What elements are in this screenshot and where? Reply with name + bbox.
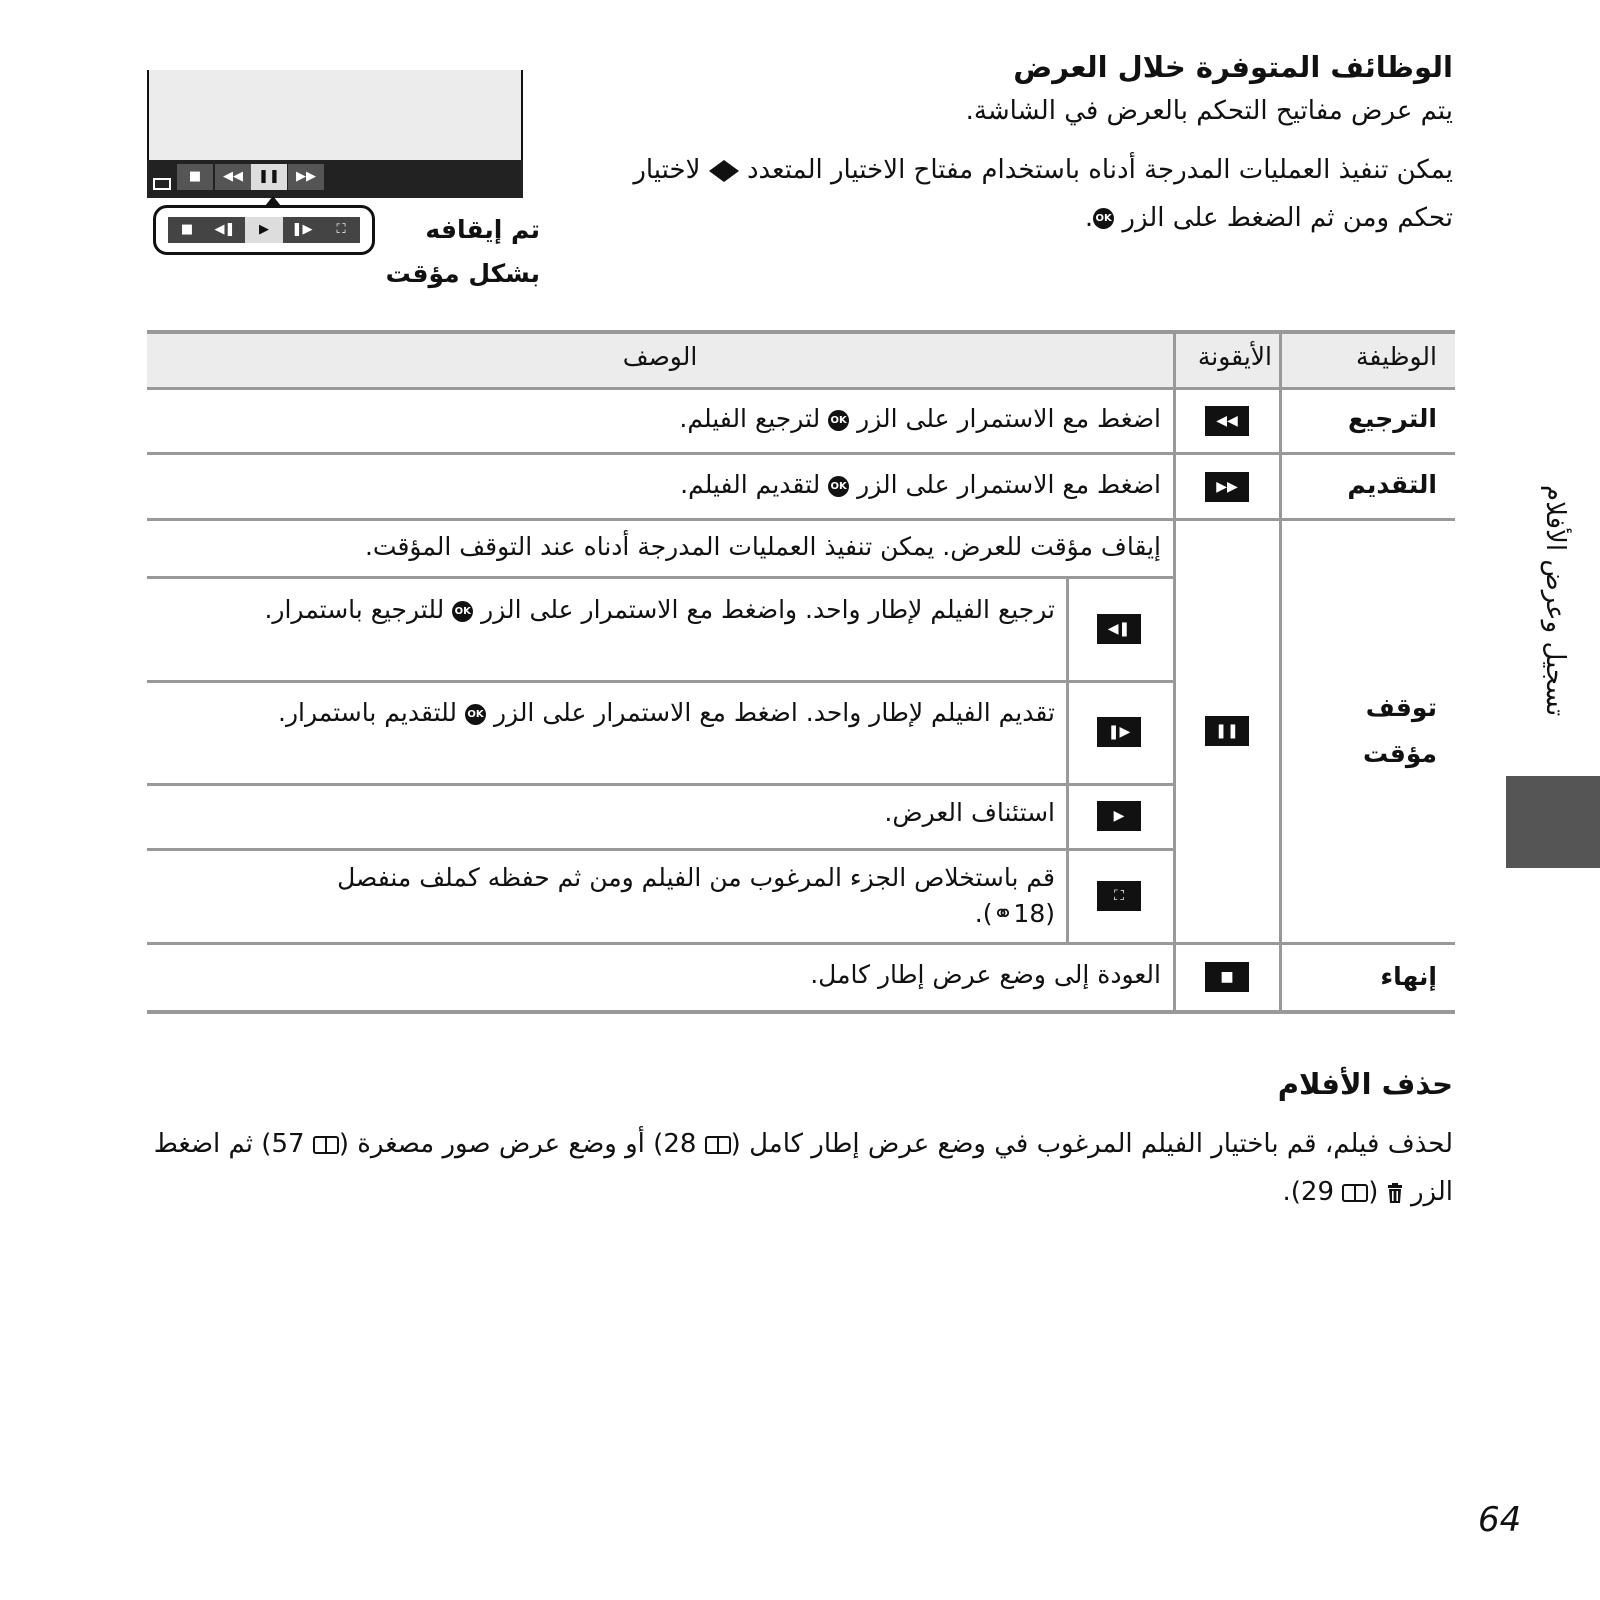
intro-line-2b: لاختيار تحكم ومن ثم الضغط على الزر [633, 155, 1453, 233]
pause-icon: ❚❚ [251, 164, 287, 190]
trash-icon [1387, 1183, 1403, 1203]
extract-ref-close: ). [974, 899, 993, 928]
rewind-icon: ◀◀ [1205, 406, 1249, 436]
divider [147, 576, 1175, 579]
advance-icon: ▶▶ [288, 164, 324, 190]
divider [147, 783, 1175, 786]
frame-advance-desc-b: للتقديم [384, 698, 458, 727]
divider [147, 1010, 1455, 1014]
frame-rewind-desc-a: ترجيع الفيلم لإطار واحد. واضغط مع الاستمرار على الزر [481, 595, 1055, 624]
playback-control-bar [147, 160, 523, 198]
deleting-ref-a: 28 [663, 1129, 697, 1159]
rewind-desc-b: لترجيع الفيلم. [679, 404, 821, 433]
edit-movie-icon: ⛶ [336, 222, 346, 237]
function-pause-line-1: توقف [1365, 693, 1437, 722]
deleting-text-b: ) أو وضع عرض صور مصغرة [357, 1129, 664, 1159]
paused-caption-line-1: تم إيقافه [425, 215, 540, 244]
frame-advance-desc-c: باستمرار. [278, 698, 377, 727]
deleting-title: حذف الأفلام [1277, 1067, 1453, 1101]
stop-icon: ■ [1205, 962, 1249, 992]
ok-button-icon: OK [828, 410, 849, 431]
book-icon [705, 1136, 731, 1154]
advance-icon: ▶▶ [1205, 472, 1249, 502]
multi-selector-icon [709, 146, 739, 194]
divider [147, 330, 1455, 334]
divider [1173, 330, 1176, 1014]
section-title: الوظائف المتوفرة خلال العرض [1013, 50, 1453, 84]
cross-reference-icon: ⚭ [992, 899, 1014, 928]
extract-desc-ref [147, 896, 1055, 932]
frame-advance-desc-a: تقديم الفيلم لإطار واحد. اضغط مع الاستمرار على الزر [493, 698, 1055, 727]
divider [147, 452, 1455, 455]
rewind-desc-a: اضغط مع الاستمرار على الزر [857, 404, 1161, 433]
ok-button-icon: OK [452, 601, 473, 622]
divider [147, 680, 1175, 683]
book-icon [1342, 1184, 1368, 1202]
rewind-description [147, 404, 1161, 433]
paused-caption-line-2: بشكل مؤقت [385, 259, 540, 288]
ok-button-icon: OK [1093, 208, 1114, 229]
chapter-tab [1506, 776, 1600, 868]
functions-table [147, 330, 1455, 1014]
header-description: الوصف [622, 342, 698, 371]
divider [147, 387, 1455, 390]
ok-button-icon: OK [465, 704, 486, 725]
battery-icon [153, 178, 171, 190]
pause-description: إيقاف مؤقت للعرض. يمكن تنفيذ العمليات المدرجة أدناه عند التوقف المؤقت. [364, 532, 1161, 561]
function-pause [1282, 685, 1437, 777]
frame-advance-icon: ❚▶ [1097, 717, 1141, 747]
intro-line-1: يتم عرض مفاتيح التحكم بالعرض في الشاشة. [965, 96, 1453, 126]
pause-icon: ❚❚ [1205, 716, 1249, 746]
frame-advance-icon: ❚▶ [291, 222, 313, 237]
divider [147, 942, 1455, 945]
deleting-text-c: ) ثم اضغط الزر [153, 1129, 1453, 1207]
rewind-icon: ◀◀ [215, 164, 251, 190]
function-pause-line-2: مؤقت [1363, 739, 1437, 768]
deleting-ref-b: 57 [271, 1129, 305, 1159]
frame-rewind-icon: ◀❚ [214, 222, 236, 237]
deleting-text-d: ). [1282, 1177, 1301, 1207]
frame-rewind-desc-c: باستمرار. [264, 595, 363, 624]
divider [1066, 576, 1069, 942]
page-number: 64 [1478, 1500, 1522, 1540]
book-icon [313, 1136, 339, 1154]
advance-desc-a: اضغط مع الاستمرار على الزر [857, 470, 1161, 499]
header-icon: الأيقونة [1197, 342, 1272, 371]
paused-control-bar [168, 217, 360, 243]
intro-line-2: يمكن تنفيذ العمليات المدرجة أدناه باستخدام مفتاح الاختيار المتعدد لاختيار تحكم ومن ثم الضغط على الزر OK. [633, 146, 1453, 242]
header-function: الوظيفة [1356, 342, 1437, 371]
function-end: إنهاء [1380, 962, 1437, 991]
extract-description [147, 860, 1055, 932]
divider [147, 518, 1455, 521]
intro-line-2a: يمكن تنفيذ العمليات المدرجة أدناه باستخدام مفتاح الاختيار المتعدد [746, 155, 1453, 185]
chapter-side-label: تسجيل وعرض الأفلام [1540, 485, 1570, 717]
paused-caption [386, 208, 540, 296]
edit-movie-icon: ⛶ [1097, 881, 1141, 911]
frame-rewind-description [207, 588, 1055, 632]
extract-desc-a: قم باستخلاص الجزء المرغوب من الفيلم ومن ثم حفظه كملف منفصل [337, 863, 1055, 892]
play-icon: ▶ [1097, 801, 1141, 831]
advance-description [147, 470, 1161, 499]
stop-icon: ■ [180, 222, 194, 237]
frame-rewind-icon: ◀❚ [1097, 614, 1141, 644]
ok-button-icon: OK [828, 476, 849, 497]
resume-description: استئناف العرض. [884, 798, 1055, 827]
frame-advance-description [207, 691, 1055, 735]
play-icon: ▶ [245, 217, 283, 243]
end-description: العودة إلى وضع عرض إطار كامل. [810, 960, 1161, 989]
frame-rewind-desc-b: للترجيع [370, 595, 445, 624]
advance-desc-b: لتقديم الفيلم. [680, 470, 821, 499]
paused-controls-callout [153, 205, 375, 255]
stop-icon: ■ [177, 164, 213, 190]
function-advance: التقديم [1347, 470, 1437, 499]
function-rewind: الترجيع [1347, 404, 1437, 433]
extract-ref-page: (18 [1013, 899, 1055, 928]
deleting-text-a: لحذف فيلم، قم باختيار الفيلم المرغوب في وضع عرض إطار كامل ( [730, 1129, 1453, 1159]
deleting-text: لحذف فيلم، قم باختيار الفيلم المرغوب في وضع عرض إطار كامل ( 28) أو وضع عرض صور مصغرة ( 57) ثم اضغط الزر ( 29). [153, 1129, 1453, 1207]
divider [147, 848, 1175, 851]
deleting-ref-c: 29 [1300, 1177, 1334, 1207]
